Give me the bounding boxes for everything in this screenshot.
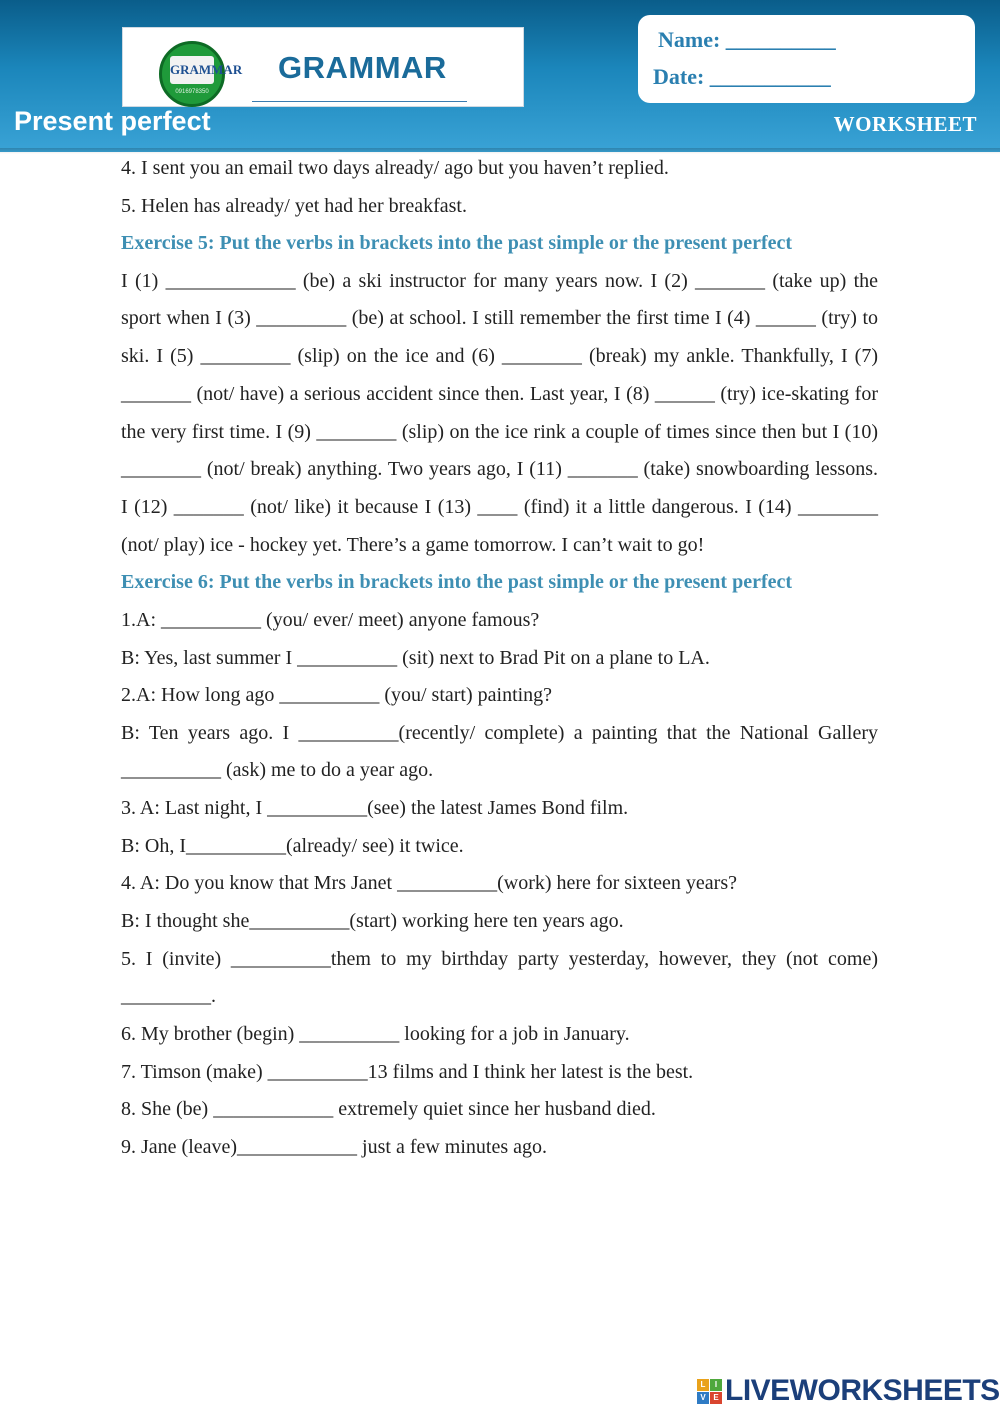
intro-line-5: 5. Helen has already/ yet had her breakfast. <box>121 194 467 217</box>
worksheet-label: WORKSHEET <box>833 112 977 136</box>
exercise-6-line[interactable]: B: Ten years ago. I __________(recently/ complete) a painting that the National Gallery __________ (ask) me to do a year ago. <box>121 721 878 782</box>
exercise-6-line[interactable]: 7. Timson (make) __________13 films and I think her latest is the best. <box>121 1060 694 1083</box>
brand-square-l: L <box>697 1379 709 1391</box>
brand-squares-icon <box>697 1379 723 1405</box>
intro-line-4: 4. I sent you an email two days already/ ago but you haven’t replied. <box>121 157 669 179</box>
exercise-6-line[interactable]: 6. My brother (begin) __________ looking for a job in January. <box>121 1022 630 1045</box>
exercise-6-line[interactable]: 2.A: How long ago __________ (you/ start) painting? <box>121 684 553 707</box>
brand-square-e: E <box>710 1392 722 1404</box>
exercise-6-line[interactable]: 9. Jane (leave)____________ just a few minutes ago. <box>121 1135 548 1158</box>
name-date-box <box>638 15 975 103</box>
exercise-6-line[interactable]: B: Oh, I__________(already/ see) it twice. <box>121 834 464 857</box>
exercise-5-paragraph[interactable]: I (1) _____________ (be) a ski instructor for many years now. I (2) _______ (take up) the sport when I (3) _________ (be) at school. I still remember the first time I (4) ______ (try) to ski. I (5) _________ (slip) on the ice and (6) ________ (break) my ankle. Thankfully, I (7) _______ (not/ have) a serious accident since then. Last year, I (8) ______ (try) ice-skating for the very first time. I (9) ________ (slip) on the ice rink a couple of times since then but I (10) ________ (not/ break) anything. Two years ago, I (11) _______ (take) snowboarding lessons. I (12) _______ (not/ like) it because I (13) ____ (find) it a little dangerous. I (14) ________ (not/ play) ice - hockey yet. There’s a game tomorrow. I can’t wait to go! <box>121 269 878 556</box>
exercise-6-line[interactable]: 4. A: Do you know that Mrs Janet __________(work) here for sixteen years? <box>121 872 737 895</box>
exercise-6-line[interactable]: 3. A: Last night, I __________(see) the latest James Bond film. <box>121 797 629 820</box>
exercise-5-heading: Exercise 5: Put the verbs in brackets into the past simple or the present perfect <box>121 232 793 255</box>
exercise-6-line[interactable]: 5. I (invite) __________them to my birthday party yesterday, however, they (not come) _________. <box>121 947 878 1008</box>
logo-text: GRAMMAR <box>170 56 214 84</box>
brand-square-i: I <box>710 1379 722 1391</box>
topic-title: Present perfect <box>14 106 211 136</box>
exercise-6-line[interactable]: 1.A: __________ (you/ ever/ meet) anyone famous? <box>121 609 540 631</box>
grammar-title: GRAMMAR <box>278 50 447 85</box>
grammar-underline <box>252 101 467 102</box>
grammar-logo <box>159 41 243 107</box>
brand-square-v: V <box>697 1392 709 1404</box>
exercise-6-heading: Exercise 6: Put the verbs in brackets into the past simple or the present perfect <box>121 571 793 594</box>
exercise-6-line[interactable]: 8. She (be) ____________ extremely quiet since her husband died. <box>121 1098 656 1121</box>
name-field[interactable]: Name: __________ <box>658 27 836 52</box>
exercise-6-line[interactable]: B: Yes, last summer I __________ (sit) next to Brad Pit on a plane to LA. <box>121 646 710 669</box>
exercise-6-line[interactable]: B: I thought she__________(start) working here ten years ago. <box>121 909 624 932</box>
grammar-title-box <box>122 27 524 107</box>
date-field[interactable]: Date: ___________ <box>653 64 831 89</box>
brand-text: LIVEWORKSHEETS <box>725 1374 1000 1407</box>
worksheet-content <box>121 150 878 1166</box>
logo-subtext: 0916978350 <box>175 89 209 95</box>
